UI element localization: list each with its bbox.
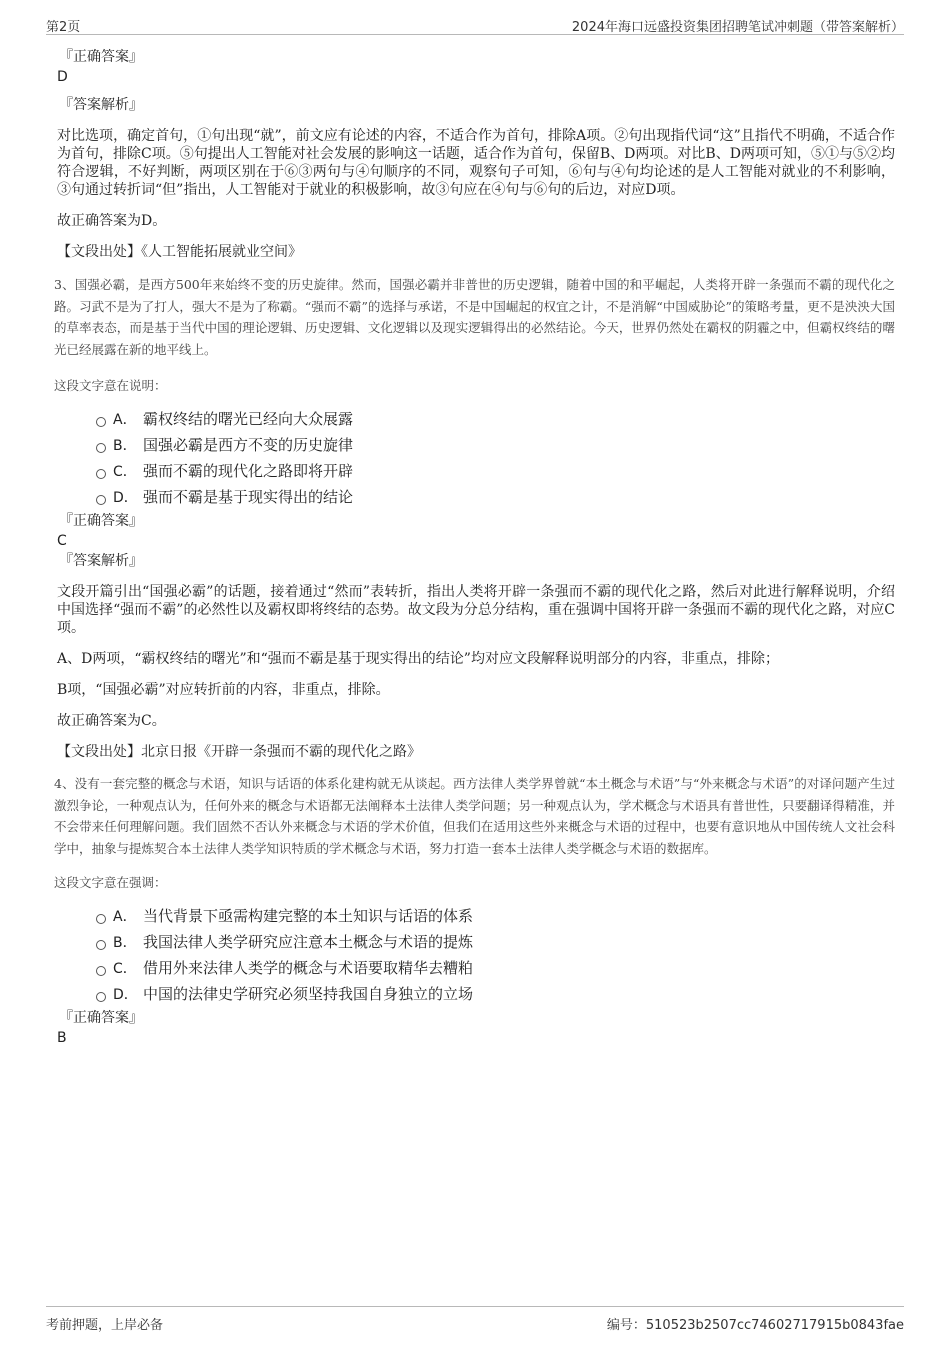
answer-value: C	[57, 533, 67, 549]
question-4-options	[57, 903, 895, 1007]
question-4-text: 4、没有一套完整的概念与术语，知识与话语的体系化建构就无从谈起。西方法律人类学界曾就“本土概念与术语”与“外来概念与术语”的对译问题产生过激烈争论，一种观点认为，任何外来的概念与术语都无法阐释本土法律人类学问题；另一种观点认为，学术概念与术语具有普世性，只要翻译得精准，并不会带来任何理解问题。我们固然不否认外来概念与术语的学术价值，但我们在适用这些外来概念与术语的过程中，也要有意识地从中国传统人文社会科学中，抽象与提炼契合本土法律人类学知识特质的学术概念与术语，努力打造一套本土法律人类学概念与术语的数据库。	[54, 776, 895, 856]
conclusion-text: 故正确答案为C。	[57, 713, 166, 729]
option-d[interactable]: D． 中国的法律史学研究必须坚持我国自身独立的立场	[57, 981, 895, 1007]
radio-icon[interactable]	[96, 992, 106, 1002]
page-header	[46, 14, 904, 35]
radio-icon[interactable]	[96, 417, 106, 427]
footer-slogan: 考前押题，上岸必备	[46, 1318, 164, 1333]
page-number: 第2页	[46, 20, 81, 35]
answer-label: 『正确答案』	[59, 1010, 143, 1026]
answer-label: 『正确答案』	[59, 513, 143, 529]
radio-icon[interactable]	[96, 966, 106, 976]
option-c[interactable]: C． 强而不霸的现代化之路即将开辟	[57, 458, 895, 484]
radio-icon[interactable]	[96, 443, 106, 453]
document-code: 编号：510523b2507cc74602717915b0843fae	[606, 1318, 904, 1333]
analysis-label: 『答案解析』	[59, 97, 143, 113]
option-a[interactable]: A． 霸权终结的曙光已经向大众展露	[57, 406, 895, 432]
answer-value: B	[57, 1030, 67, 1046]
source-text: 【文段出处】《人工智能拓展就业空间》	[57, 244, 302, 260]
radio-icon[interactable]	[96, 940, 106, 950]
conclusion-text: 故正确答案为D。	[57, 213, 167, 229]
page-footer	[46, 1306, 904, 1333]
answer-value: D	[57, 69, 68, 85]
question-3-prompt: 这段文字意在说明：	[54, 378, 167, 393]
source-text: 【文段出处】北京日报《开辟一条强而不霸的现代化之路》	[57, 744, 421, 760]
analysis-text: 对比选项，确定首句，①句出现“就”，前文应有论述的内容，不适合作为首句，排除A项。②句出现指代词“这”且指代不明确，不适合作为首句，排除C项。⑤句提出人工智能对社会发展的影响这一话题，适合作为首句，保留B、D两项。对比B、D两项可知，⑤①与⑤②均符合逻辑，不好判断，两项区别在于⑥③两句与④句顺序的不同，观察句子可知，⑥句与④句均论述的是人工智能对就业的不利影响，③句通过转折词“但”指出，人工智能对于就业的积极影响，故③句应在④句与⑥句的后边，对应D项。	[57, 128, 895, 198]
analysis-text-3: B项，“国强必霸”对应转折前的内容，非重点，排除。	[57, 682, 390, 698]
analysis-text-2: A、D两项，“霸权终结的曙光”和“强而不霸是基于现实得出的结论”均对应文段解释说明部分的内容，非重点，排除；	[57, 651, 779, 667]
document-title: 2024年海口远盛投资集团招聘笔试冲刺题（带答案解析）	[571, 20, 904, 35]
analysis-label: 『答案解析』	[59, 553, 143, 569]
option-b[interactable]: B． 国强必霸是西方不变的历史旋律	[57, 432, 895, 458]
option-b[interactable]: B． 我国法律人类学研究应注意本土概念与术语的提炼	[57, 929, 895, 955]
option-a[interactable]: A． 当代背景下亟需构建完整的本土知识与话语的体系	[57, 903, 895, 929]
radio-icon[interactable]	[96, 469, 106, 479]
radio-icon[interactable]	[96, 495, 106, 505]
option-d[interactable]: D． 强而不霸是基于现实得出的结论	[57, 484, 895, 510]
page-content	[54, 46, 895, 1047]
answer-label: 『正确答案』	[59, 49, 143, 65]
option-c[interactable]: C． 借用外来法律人类学的概念与术语要取精华去糟粕	[57, 955, 895, 981]
radio-icon[interactable]	[96, 914, 106, 924]
question-3-options	[57, 406, 895, 510]
question-3-text: 3、国强必霸，是西方500年来始终不变的历史旋律。然而，国强必霸并非普世的历史逻辑，随着中国的和平崛起，人类将开辟一条强而不霸的现代化之路。习武不是为了打人，强大不是为了称霸。“强而不霸”的选择与承诺，不是中国崛起的权宜之计，不是消解“中国威胁论”的策略考量，更不是泱泱大国的草率表态，而是基于当代中国的理论逻辑、历史逻辑、文化逻辑以及现实逻辑得出的必然结论。今天，世界仍然处在霸权的阴霾之中，但霸权终结的曙光已经展露在新的地平线上。	[54, 277, 895, 357]
question-4-prompt: 这段文字意在强调：	[54, 875, 167, 890]
analysis-text: 文段开篇引出“国强必霸”的话题，接着通过“然而”表转折，指出人类将开辟一条强而不霸的现代化之路，然后对此进行解释说明，介绍中国选择“强而不霸”的必然性以及霸权即将终结的态势。故文段为分总分结构，重在强调中国将开辟一条强而不霸的现代化之路，对应C项。	[57, 584, 895, 636]
